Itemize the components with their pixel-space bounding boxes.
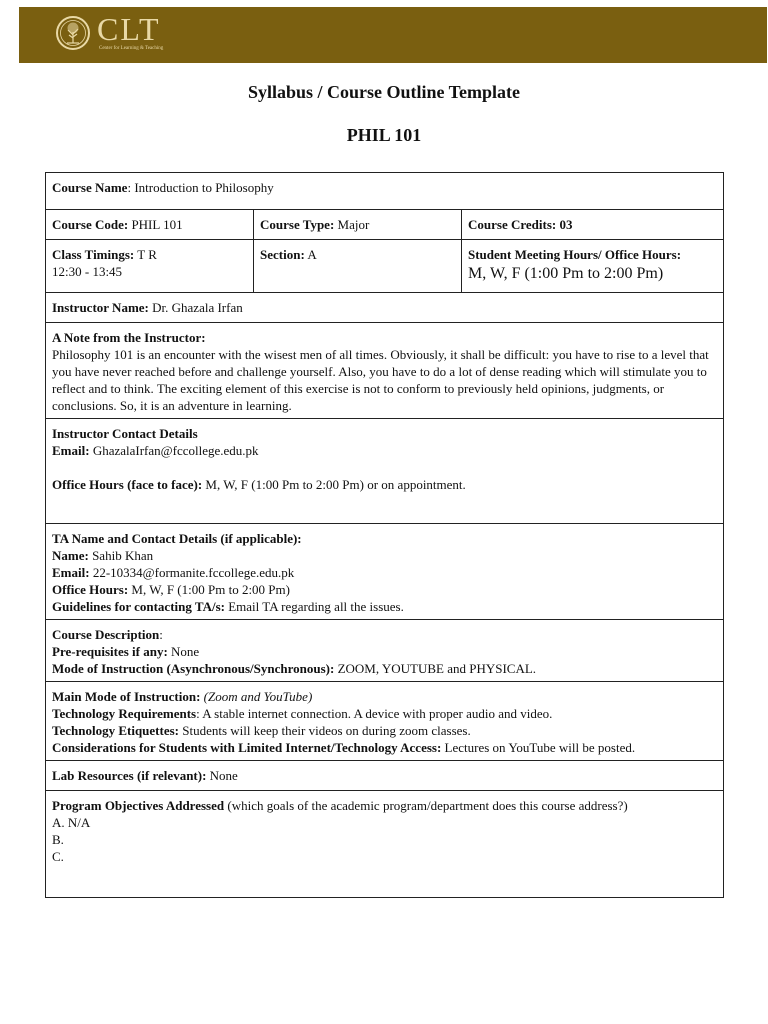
lab-resources-cell — [46, 761, 724, 791]
ta-office-label: Office Hours: — [52, 582, 129, 597]
instruction-mode-row — [46, 682, 724, 761]
main-mode-value: (Zoom and YouTube) — [203, 689, 313, 704]
instructor-office-value: M, W, F (1:00 Pm to 2:00 Pm) or on appointment. — [205, 477, 466, 492]
instructor-note-row — [46, 323, 724, 419]
ta-details-row — [46, 524, 724, 620]
course-type-value: Major — [337, 217, 370, 232]
course-code-label: Course Code: — [52, 217, 129, 232]
course-code-cell — [46, 210, 254, 240]
course-credits-cell — [462, 210, 724, 240]
ta-email-value[interactable]: 22-10334@formanite.fccollege.edu.pk — [92, 565, 295, 580]
instructor-name-label: Instructor Name: — [52, 300, 149, 315]
objective-item: A. N/A — [52, 815, 91, 830]
meeting-hours-cell — [462, 240, 724, 293]
considerations-value: Lectures on YouTube will be posted. — [444, 740, 636, 755]
prereq-value: None — [171, 644, 200, 659]
lab-resources-row — [46, 761, 724, 791]
objective-item: B. — [52, 832, 64, 847]
instructor-name-row — [46, 293, 724, 323]
instructor-email-label: Email: — [52, 443, 90, 458]
header-banner — [19, 7, 767, 63]
course-description-label: Course Description — [52, 627, 160, 642]
instructor-contact-row — [46, 419, 724, 524]
logo-subtitle: Center for Learning & Teaching — [99, 46, 164, 51]
ta-guidelines-label: Guidelines for contacting TA/s: — [52, 599, 225, 614]
instruction-mode-cell — [46, 682, 724, 761]
course-name-cell — [46, 173, 724, 210]
instructor-name-value: Dr. Ghazala Irfan — [152, 300, 243, 315]
lab-resources-value: None — [209, 768, 238, 783]
ta-email-label: Email: — [52, 565, 90, 580]
program-objectives-row — [46, 791, 724, 898]
document-course-code: PHIL 101 — [346, 125, 422, 145]
instructor-note-label: A Note from the Instructor: — [52, 330, 206, 345]
instructor-note-cell — [46, 323, 724, 419]
course-credits-label: Course Credits: 03 — [468, 217, 573, 232]
syllabus-table — [45, 172, 724, 898]
class-timings-cell — [46, 240, 254, 293]
program-objectives-cell — [46, 791, 724, 898]
section-value: A — [307, 247, 317, 262]
ta-name-label: Name: — [52, 548, 89, 563]
course-type-cell — [254, 210, 462, 240]
course-info-row — [46, 210, 724, 240]
course-type-label: Course Type: — [260, 217, 335, 232]
prereq-label: Pre-requisites if any: — [52, 644, 168, 659]
class-timings-time: 12:30 - 13:45 — [52, 264, 123, 279]
ta-name-value: Sahib Khan — [92, 548, 154, 563]
course-description-cell — [46, 620, 724, 682]
instructor-office-label: Office Hours (face to face): — [52, 477, 203, 492]
tech-req-value: : A stable internet connection. A device with proper audio and video. — [196, 706, 553, 721]
tree-seal-icon — [55, 15, 91, 51]
course-name-label: Course Name — [52, 180, 128, 195]
mode-label: Mode of Instruction (Asynchronous/Synchronous): — [52, 661, 335, 676]
instructor-contact-cell — [46, 419, 724, 524]
etiquette-value: Students will keep their videos on during zoom classes. — [182, 723, 471, 738]
meeting-hours-value: M, W, F (1:00 Pm to 2:00 Pm) — [468, 265, 664, 282]
ta-guidelines-value: Email TA regarding all the issues. — [228, 599, 404, 614]
tech-req-label: Technology Requirements — [52, 706, 197, 721]
lab-resources-label: Lab Resources (if relevant): — [52, 768, 207, 783]
mode-value: ZOOM, YOUTUBE and PHYSICAL. — [337, 661, 537, 676]
etiquette-label: Technology Etiquettes: — [52, 723, 179, 738]
ta-office-value: M, W, F (1:00 Pm to 2:00 Pm) — [131, 582, 290, 597]
ta-heading: TA Name and Contact Details (if applicable): — [52, 531, 302, 546]
course-name-value: : Introduction to Philosophy — [127, 180, 274, 195]
document-title: Syllabus / Course Outline Template — [247, 82, 521, 102]
section-label: Section: — [260, 247, 305, 262]
course-description-row — [46, 620, 724, 682]
objectives-text: (which goals of the academic program/department does this course address?) — [227, 798, 628, 813]
section-cell — [254, 240, 462, 293]
course-name-row — [46, 173, 724, 210]
instructor-note-text: Philosophy 101 is an encounter with the wisest men of all times. Obviously, it shall be difficult: you have to rise to a level that you have never reached before and challenge yourself. Also, you have to do a lot of dense reading which will stimulate you to reflect and to think. The exciting element of this exercise is not to conform to previously held opinions, judgments, or conclusions. So, it is an adventure in learning. — [52, 347, 709, 413]
objective-item: C. — [52, 849, 64, 864]
considerations-label: Considerations for Students with Limited Internet/Technology Access: — [52, 740, 442, 755]
logo-brand: CLT — [97, 11, 161, 47]
instructor-email-value[interactable]: GhazalaIrfan@fccollege.edu.pk — [92, 443, 259, 458]
meeting-hours-label: Student Meeting Hours/ Office Hours: — [468, 247, 682, 262]
course-code-value: PHIL 101 — [131, 217, 183, 232]
schedule-row — [46, 240, 724, 293]
class-timings-days: T R — [137, 247, 157, 262]
main-mode-label: Main Mode of Instruction: — [52, 689, 201, 704]
course-description-suffix: : — [159, 627, 163, 642]
objectives-label: Program Objectives Addressed — [52, 798, 225, 813]
instructor-name-cell — [46, 293, 724, 323]
instructor-contact-heading: Instructor Contact Details — [52, 426, 198, 441]
class-timings-label: Class Timings: — [52, 247, 135, 262]
ta-details-cell — [46, 524, 724, 620]
